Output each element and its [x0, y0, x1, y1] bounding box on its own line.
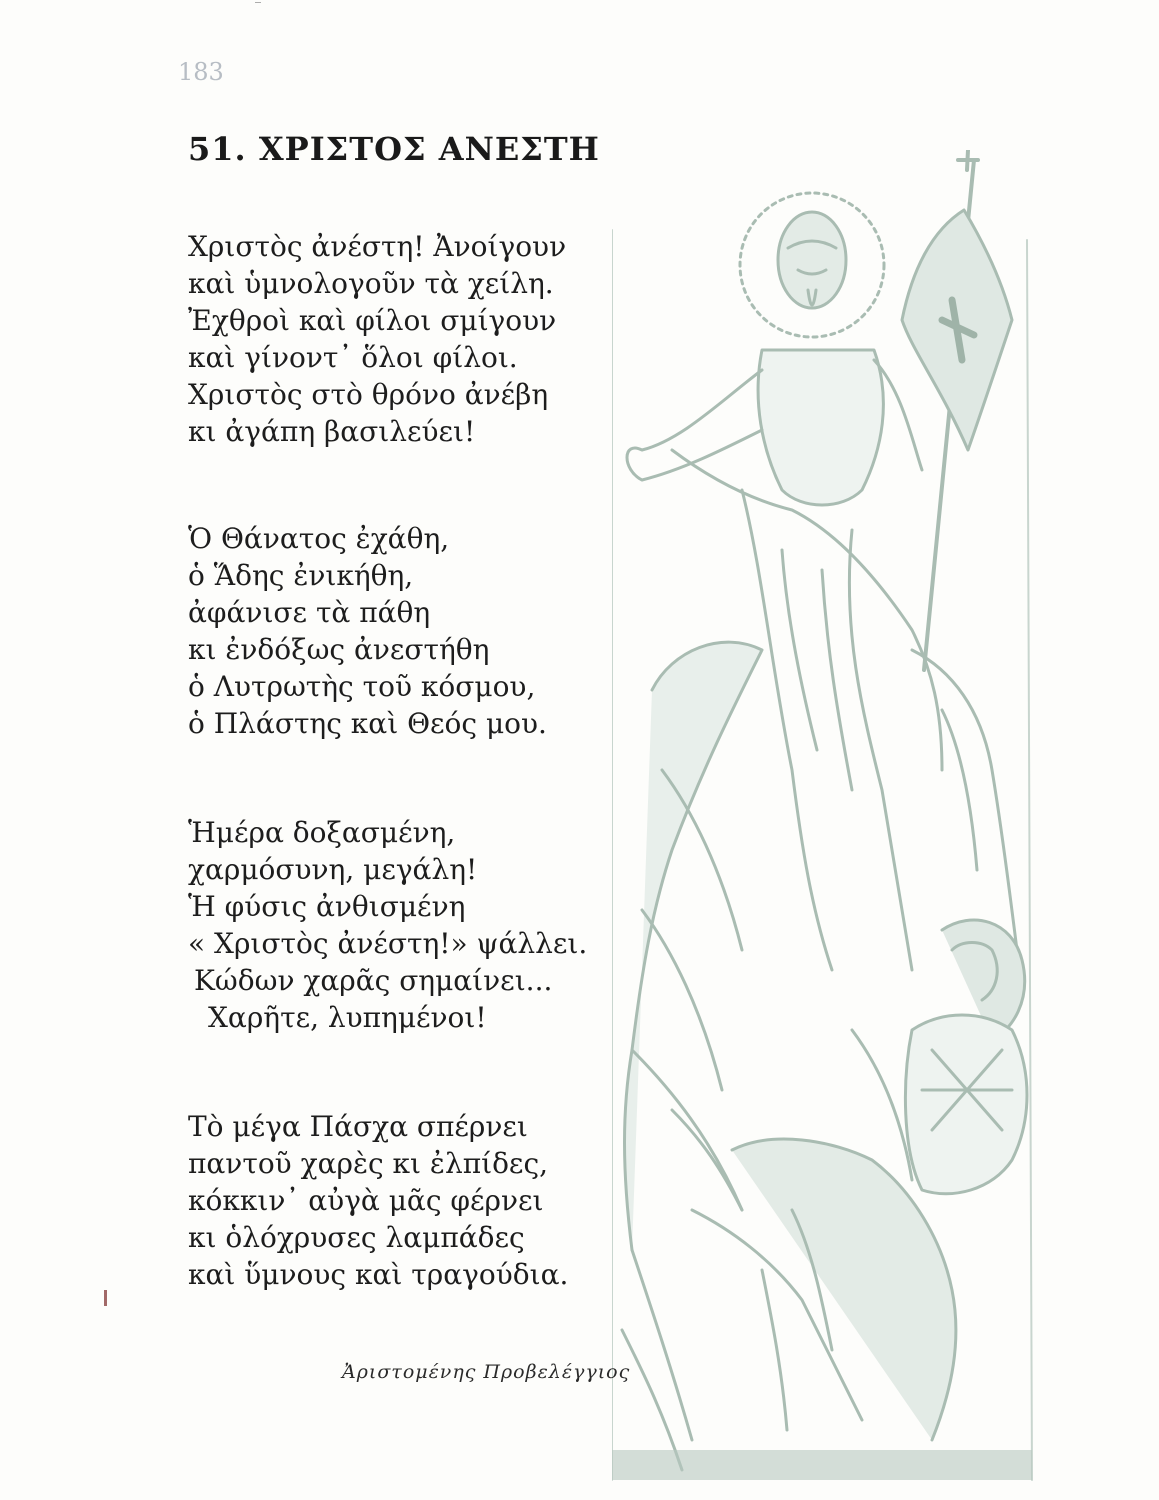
poem-line: καὶ ὕμνους καὶ τραγούδια.	[188, 1258, 569, 1291]
poem-line: ἀφάνισε τὰ πάθη	[188, 596, 431, 629]
poem-line: κι ὁλόχρυσες λαμπάδες	[188, 1221, 525, 1254]
poem-line: Ἐχθροὶ καὶ φίλοι σμίγουν	[188, 304, 557, 337]
poem-line: Ὁ Θάνατος ἐχάθη,	[188, 522, 450, 555]
poem-line: ὁ Ἅδης ἐνικήθη,	[188, 559, 414, 592]
poem-line: Χαρῆτε, λυπημένοι!	[208, 1001, 487, 1034]
resurrection-illustration	[612, 150, 1042, 1490]
poem-line: κι ἐνδόξως ἀνεστήθη	[188, 633, 490, 666]
page-number: 183	[178, 58, 224, 86]
poem-line: χαρμόσυνη, μεγάλη!	[188, 853, 478, 886]
poem-line: καὶ ὑμνολογοῦν τὰ χείλη.	[188, 267, 554, 300]
poem-line: κι ἀγάπη βασιλεύει!	[188, 415, 476, 448]
stanza-2	[188, 520, 547, 742]
poem-line: παντοῦ χαρὲς κι ἐλπίδες,	[188, 1147, 549, 1180]
poem-author: Ἀριστομένης Προβελέγγιος	[342, 1361, 631, 1383]
margin-mark	[104, 1290, 107, 1306]
poem-line: καὶ γίνοντ᾽ ὅλοι φίλοι.	[188, 341, 518, 374]
poem-line: Ἡμέρα δοξασμένη,	[188, 816, 456, 849]
poem-line: « Χριστὸς ἀνέστη!» ψάλλει.	[188, 927, 588, 960]
stanza-3	[188, 814, 587, 1036]
poem-line: Κώδων χαρᾶς σημαίνει...	[194, 964, 553, 997]
poem-line: Τὸ μέγα Πάσχα σπέρνει	[188, 1110, 528, 1143]
corner-mark: ‾	[255, 0, 261, 14]
poem-title: 51. ΧΡΙΣΤΟΣ ΑΝΕΣΤΗ	[188, 130, 600, 168]
poem-line: Χριστὸς στὸ θρόνο ἀνέβη	[188, 378, 549, 411]
poem-line: ὁ Λυτρωτὴς τοῦ κόσμου,	[188, 670, 536, 703]
poem-line: κόκκιν᾽ αὐγὰ μᾶς φέρνει	[188, 1184, 544, 1217]
stanza-1	[188, 228, 566, 450]
poem-line: ὁ Πλάστης καὶ Θεός μου.	[188, 707, 547, 740]
poem-line: Ἡ φύσις ἀνθισμένη	[188, 890, 466, 923]
poem-line: Χριστὸς ἀνέστη! Ἀνοίγουν	[188, 230, 567, 263]
stanza-4	[188, 1108, 568, 1293]
